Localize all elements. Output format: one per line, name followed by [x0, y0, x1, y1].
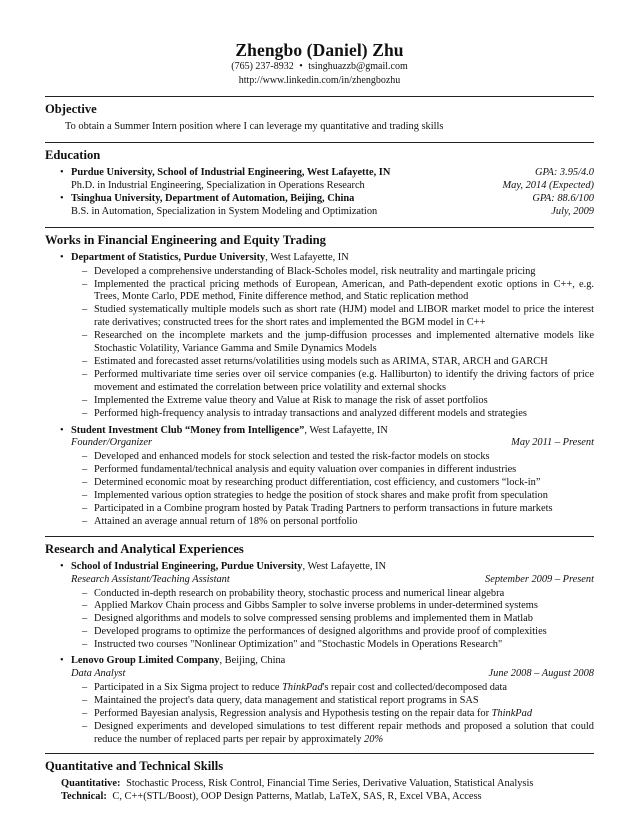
- role-title: Founder/Organizer: [71, 437, 153, 449]
- list-item: – Conducted in-depth research on probability theory, stochastic process and numerical linear algebra: [71, 588, 594, 601]
- organization-location: , West Lafayette, IN: [265, 251, 349, 263]
- skills-block: [45, 778, 594, 804]
- list-item: – Designed algorithms and models to solve compressed sensing problems and implemented them in Matlab: [71, 613, 594, 626]
- list-item: – Implemented the practical pricing methods of European, American, and Path-dependent exotic options in C++, e.g. Trees, Monte Carlo, PDE method, Finite difference method, and Static replication method: [71, 279, 594, 305]
- bullet-text: Maintained the project's data query, data management and statistical report programs in SAS: [94, 694, 479, 706]
- list-item: – Instructed two courses "Nonlinear Optimization" and "Stochastic Models in Operations Research": [71, 639, 594, 652]
- research-title: Research and Analytical Experiences: [45, 536, 594, 557]
- role-date: June 2008 – August 2008: [488, 668, 594, 679]
- organization-location: , West Lafayette, IN: [304, 424, 388, 436]
- list-item: [71, 682, 594, 695]
- bullet-emphasis: ThinkPad: [282, 681, 323, 693]
- list-item: – Estimated and forecasted asset returns/volatilities using models such as ARIMA, STAR, ARCH and GARCH: [71, 356, 594, 369]
- works-title: Works in Financial Engineering and Equity Trading: [45, 227, 594, 248]
- bullet-emphasis: 20%: [364, 733, 384, 745]
- degree: B.S. in Automation, Specialization in System Modeling and Optimization: [71, 205, 378, 217]
- research-list: [45, 561, 594, 747]
- list-item: [71, 721, 594, 747]
- role-date: September 2009 – Present: [485, 573, 594, 585]
- education-list: [45, 167, 594, 219]
- objective-title: Objective: [45, 96, 594, 117]
- objective-text: To obtain a Summer Intern position where I can leverage my quantitative and trading skills: [65, 121, 444, 133]
- applicant-name: Zhengbo (Daniel) Zhu: [235, 40, 404, 60]
- work-bullets: [71, 266, 594, 421]
- bullet-text: Designed experiments and developed simulations to test different repair methods and proposed a solution that could reduce the number of replaced parts per repair by approximately: [94, 720, 594, 745]
- list-item: – Developed a comprehensive understanding of Black-Scholes model, risk neutrality and martingale pricing: [71, 266, 594, 279]
- gpa: GPA: 3.95/4.0: [535, 167, 594, 179]
- list-item: – Studied systematically multiple models such as short rate (HJM) model and LIBOR market model to price the interest rate derivatives; constructed trees for the short rates and implemented the BGM model in C++: [71, 304, 594, 330]
- technical-skills: C, C++(STL/Boost), OOP Design Patterns, Matlab, LaTeX, SAS, R, Excel VBA, Access: [112, 791, 482, 803]
- degree: Ph.D. in Industrial Engineering, Specialization in Operations Research: [71, 180, 365, 191]
- role-title: Data Analyst: [71, 668, 126, 679]
- list-item: – Performed fundamental/technical analysis and equity valuation over companies in different industries: [71, 464, 594, 477]
- organization-name: Department of Statistics, Purdue University: [71, 251, 266, 263]
- work-entry: [45, 252, 594, 421]
- research-entry: [45, 561, 594, 652]
- list-item: – Performed high-frequency analysis to intraday transactions and analyzed different models and strategies: [71, 408, 594, 421]
- list-item: – Developed programs to optimize the performances of designed algorithms and provide proof of complexities: [71, 626, 594, 639]
- research-bullets: [71, 682, 594, 747]
- list-item: – Applied Markov Chain process and Gibbs Sampler to solve inverse problems in under-determined systems: [71, 600, 594, 613]
- contact-separator: •: [299, 61, 303, 72]
- list-item: – Determined economic moat by researching product differentiation, cost efficiency, and customers “lock-in”: [71, 477, 594, 490]
- education-title: Education: [45, 142, 594, 163]
- school-name: • Tsinghua University, Department of Automation, Beijing, China: [71, 192, 355, 204]
- organization-name: School of Industrial Engineering, Purdue University: [71, 560, 303, 572]
- email-address: tsinghuazzb@gmail.com: [308, 61, 408, 72]
- education-item: [45, 167, 594, 193]
- graduation-date: July, 2009: [551, 205, 594, 217]
- bullet-text: Performed Bayesian analysis, Regression analysis and Hypothesis testing on the repair data for: [94, 707, 492, 719]
- works-section: [45, 227, 594, 529]
- objective-section: [45, 96, 594, 134]
- list-item: – Participated in a Combine program hosted by Patak Trading Partners to perform transactions in future markets: [71, 503, 594, 516]
- quantitative-label: Quantitative:: [61, 778, 121, 790]
- list-item: – Developed and enhanced models for stock selection and tested the risk-factor models on stocks: [71, 451, 594, 464]
- works-list: [45, 252, 594, 529]
- gpa: GPA: 88.6/100: [532, 192, 594, 204]
- list-item: – Implemented the Extreme value theory and Value at Risk to manage the risk of asset portfolios: [71, 395, 594, 408]
- education-item: [45, 193, 594, 219]
- skills-title: Quantitative and Technical Skills: [45, 753, 594, 774]
- organization-location: , West Lafayette, IN: [302, 560, 387, 572]
- education-section: [45, 142, 594, 219]
- role-title: Research Assistant/Teaching Assistant: [71, 573, 230, 585]
- linkedin-url: http://www.linkedin.com/in/zhengbozhu: [238, 74, 401, 86]
- bullet-text: 's repair cost and collected/decomposed data: [322, 681, 508, 693]
- bullet-emphasis: ThinkPad: [491, 707, 533, 719]
- organization-name: Lenovo Group Limited Company: [71, 655, 220, 667]
- list-item: – Implemented various option strategies to hedge the position of stock shares and make profit from speculation: [71, 490, 594, 503]
- research-bullets: [71, 588, 594, 653]
- phone-number: (765) 237-8932: [231, 61, 294, 72]
- list-item: – Attained an average annual return of 18% on personal portfolio: [71, 516, 594, 529]
- organization-name: Student Investment Club “Money from Intelligence”: [71, 424, 305, 436]
- school-name: • Purdue University, School of Industrial Engineering, West Lafayette, IN: [71, 167, 391, 179]
- quantitative-skills: Stochastic Process, Risk Control, Financial Time Series, Derivative Valuation, Statistical Analysis: [126, 778, 534, 790]
- research-section: [45, 536, 594, 747]
- list-item: – Performed multivariate time series over oil service companies (e.g. Halliburton) to identify the driving factors of price movement and estimated the correlation between price volatility and external shocks: [71, 369, 594, 395]
- list-item: [71, 708, 594, 721]
- resume-header: [45, 40, 594, 87]
- bullet-text: Participated in a Six Sigma project to reduce: [94, 681, 283, 693]
- work-entry: [45, 425, 594, 529]
- work-bullets: [71, 451, 594, 528]
- organization-location: , Beijing, China: [219, 655, 286, 667]
- graduation-date: May, 2014 (Expected): [502, 180, 594, 191]
- research-entry: [45, 655, 594, 746]
- contact-line: [45, 61, 594, 74]
- technical-label: Technical:: [61, 791, 107, 803]
- list-item: – Researched on the incomplete markets and the jump-diffusion processes and implemented alternative models like Stochastic Volatility, Variance Gamma and Smile Dynamics Models: [71, 330, 594, 356]
- role-date: May 2011 – Present: [511, 437, 594, 449]
- skills-section: [45, 753, 594, 804]
- list-item: [71, 695, 594, 708]
